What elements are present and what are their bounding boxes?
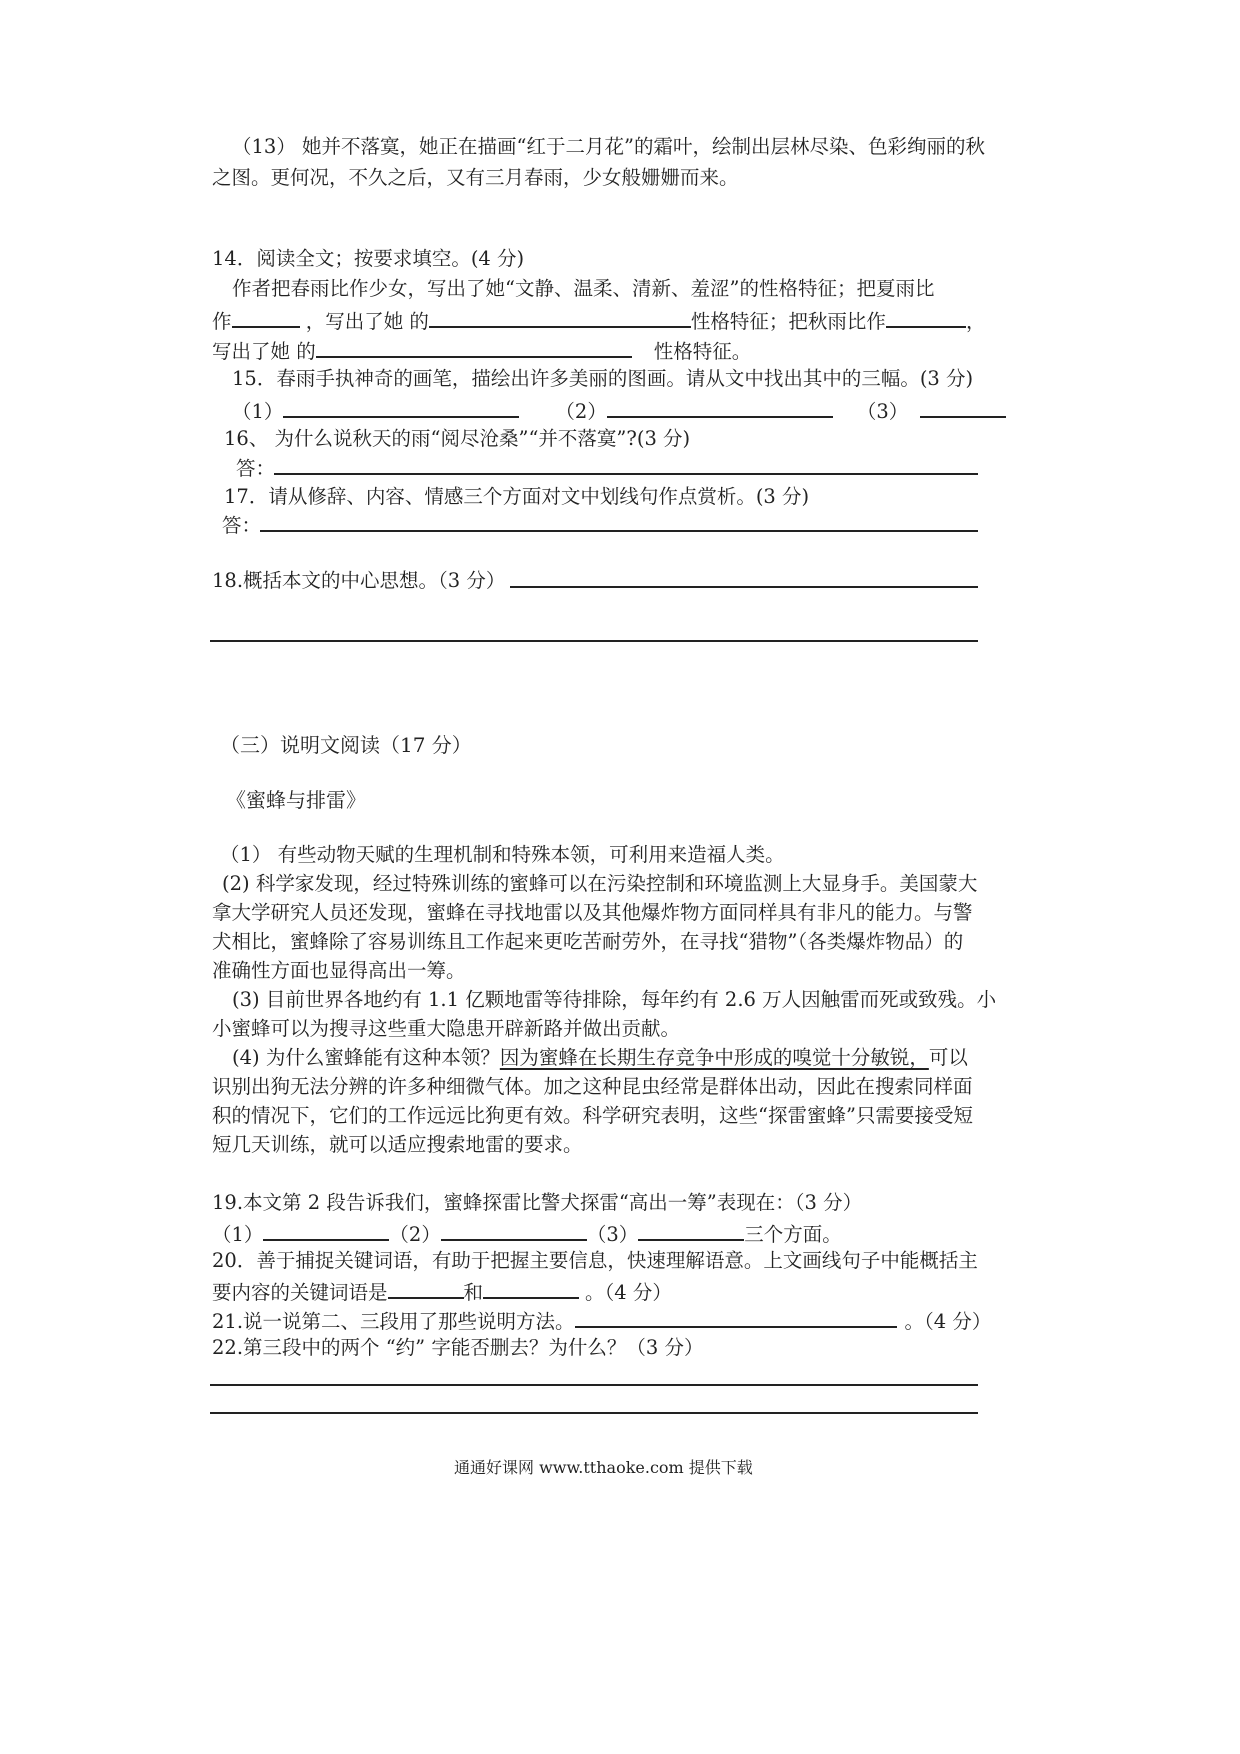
article-p3-line1: (3) 目前世界各地约有 1.1 亿颗地雷等待排除，每年约有 2.6 万人因触雷而死或致残。小 [232,988,997,1011]
q20-text-b: 和 [463,1281,484,1304]
underlined-sentence: 因为蜜蜂在长期生存竞争中形成的嗅觉十分敏锐， [499,1046,929,1069]
q16-title: 16、 为什么说秋天的雨“阅尽沧桑”“并不落寞”?(3 分) [224,427,691,450]
q15-label-3: （3） [856,400,909,423]
p13-line1: （13） 她并不落寞，她正在描画“红于二月花”的霜叶，绘制出层林尽染、色彩绚丽的秋 [232,135,985,158]
q21-tail: 。（4 分） [904,1310,992,1333]
article-p4-tail: 可以 [928,1046,968,1069]
q19-blank-3[interactable] [638,1219,744,1241]
q14-blank-summer[interactable] [232,306,300,328]
section-heading: （三）说明文阅读（17 分） [220,733,472,757]
q22-answer-line-1[interactable] [210,1384,978,1386]
q19-label-2: （2） [389,1223,441,1246]
q19-tail: 三个方面。 [744,1223,842,1246]
q18-answer-line-1[interactable] [510,586,978,588]
footer-credit: 通通好课网 www.tthaoke.com 提供下载 [454,1458,753,1477]
q14-text-a: 作 [212,310,232,333]
q22-title: 22.第三段中的两个 “约” 字能否删去？为什么？（3 分） [212,1336,704,1359]
q15-blank-2[interactable] [607,396,833,418]
q14-blank-summer-trait[interactable] [429,306,691,328]
q21-line [212,1306,991,1335]
article-p4-line2: 识别出狗无法分辨的许多种细微气体。加之这种昆虫经常是群体出动，因此在搜索同样面 [212,1075,973,1098]
q19-blank-2[interactable] [441,1219,587,1241]
q17-answer-line[interactable] [260,530,978,532]
q15-label-2: （2） [555,400,607,423]
q15-label-1: （1） [232,400,284,423]
article-p2-line2: 拿大学研究人员还发现，蜜蜂在寻找地雷以及其他爆炸物方面同样具有非凡的能力。与警 [212,901,973,924]
q15-answer-line [232,396,1006,425]
q20-text-c: 。（4 分） [585,1281,672,1304]
q20-line2 [212,1277,672,1306]
q20-text-a: 要内容的关键词语是 [212,1281,388,1304]
article-p4-line1 [232,1045,968,1071]
q16-answer-line[interactable] [274,473,978,475]
q15-title: 15．春雨手执神奇的画笔，描绘出许多美丽的图画。请从文中找出其中的三幅。(3 分) [232,367,974,390]
article-p4-intro: (4) 为什么蜜蜂能有这种本领？ [232,1046,500,1069]
q14-line3 [212,336,751,365]
q20-line1: 20．善于捕捉关键词语，有助于把握主要信息，快速理解语意。上文画线句子中能概括主 [212,1249,978,1272]
article-title: 《蜜蜂与排雷》 [226,788,366,812]
q20-blank-2[interactable] [483,1277,579,1299]
q14-title: 14．阅读全文；按要求填空。(4 分) [212,247,525,270]
q15-blank-3[interactable] [920,396,1006,418]
q14-text-e: 写出了她 的 [212,340,316,363]
q19-label-3: （3） [586,1223,639,1246]
q14-line1: 作者把春雨比作少女，写出了她“文静、温柔、清新、羞涩”的性格特征；把夏雨比 [232,277,935,300]
p13-line2: 之图。更何况，不久之后，又有三月春雨，少女般姗姗而来。 [212,166,739,189]
q14-text-b: ，写出了她 的 [305,310,429,333]
article-p1: （1） 有些动物天赋的生理机制和特殊本领，可利用来造福人类。 [220,843,785,866]
article-p4-line4: 短几天训练，就可以适应搜索地雷的要求。 [212,1133,583,1156]
q19-answer-line [212,1219,842,1248]
article-p3-line2: 小蜜蜂可以为搜寻这些重大隐患开辟新路并做出贡献。 [212,1017,681,1040]
article-p2-line4: 准确性方面也显得高出一筹。 [212,959,466,982]
q16-answer-label: 答： [236,457,276,480]
q17-answer-label: 答： [222,514,262,537]
q17-title: 17．请从修辞、内容、情感三个方面对文中划线句作点赏析。(3 分) [224,485,810,508]
article-p2-line3: 犬相比，蜜蜂除了容易训练且工作起来更吃苦耐劳外，在寻找“猎物”（各类爆炸物品）的 [212,930,964,953]
q19-blank-1[interactable] [263,1219,389,1241]
q14-blank-autumn-trait[interactable] [316,336,632,358]
q14-text-c: 性格特征；把秋雨比作 [690,310,886,333]
q21-blank[interactable] [575,1306,897,1328]
q18-answer-line-2[interactable] [210,640,978,642]
q21-title: 21.说一说第二、三段用了那些说明方法。 [212,1310,575,1333]
q14-text-d: ， [965,310,986,333]
q14-blank-autumn[interactable] [886,306,966,328]
q18-title: 18.概括本文的中心思想。（3 分） [212,569,506,592]
q15-blank-1[interactable] [283,396,519,418]
q20-blank-1[interactable] [388,1277,464,1299]
q14-text-f: 性格特征。 [653,340,752,363]
q19-label-1: （1） [212,1223,264,1246]
q14-line2 [212,306,985,335]
article-p2-line1: (2) 科学家发现，经过特殊训练的蜜蜂可以在污染控制和环境监测上大显身手。美国蒙大 [222,872,978,895]
q19-title: 19.本文第 2 段告诉我们，蜜蜂探雷比警犬探雷“高出一筹”表现在：（3 分） [212,1191,863,1214]
article-p4-line3: 积的情况下，它们的工作远远比狗更有效。科学研究表明，这些“探雷蜜蜂”只需要接受短 [212,1104,973,1127]
q22-answer-line-2[interactable] [210,1412,978,1414]
